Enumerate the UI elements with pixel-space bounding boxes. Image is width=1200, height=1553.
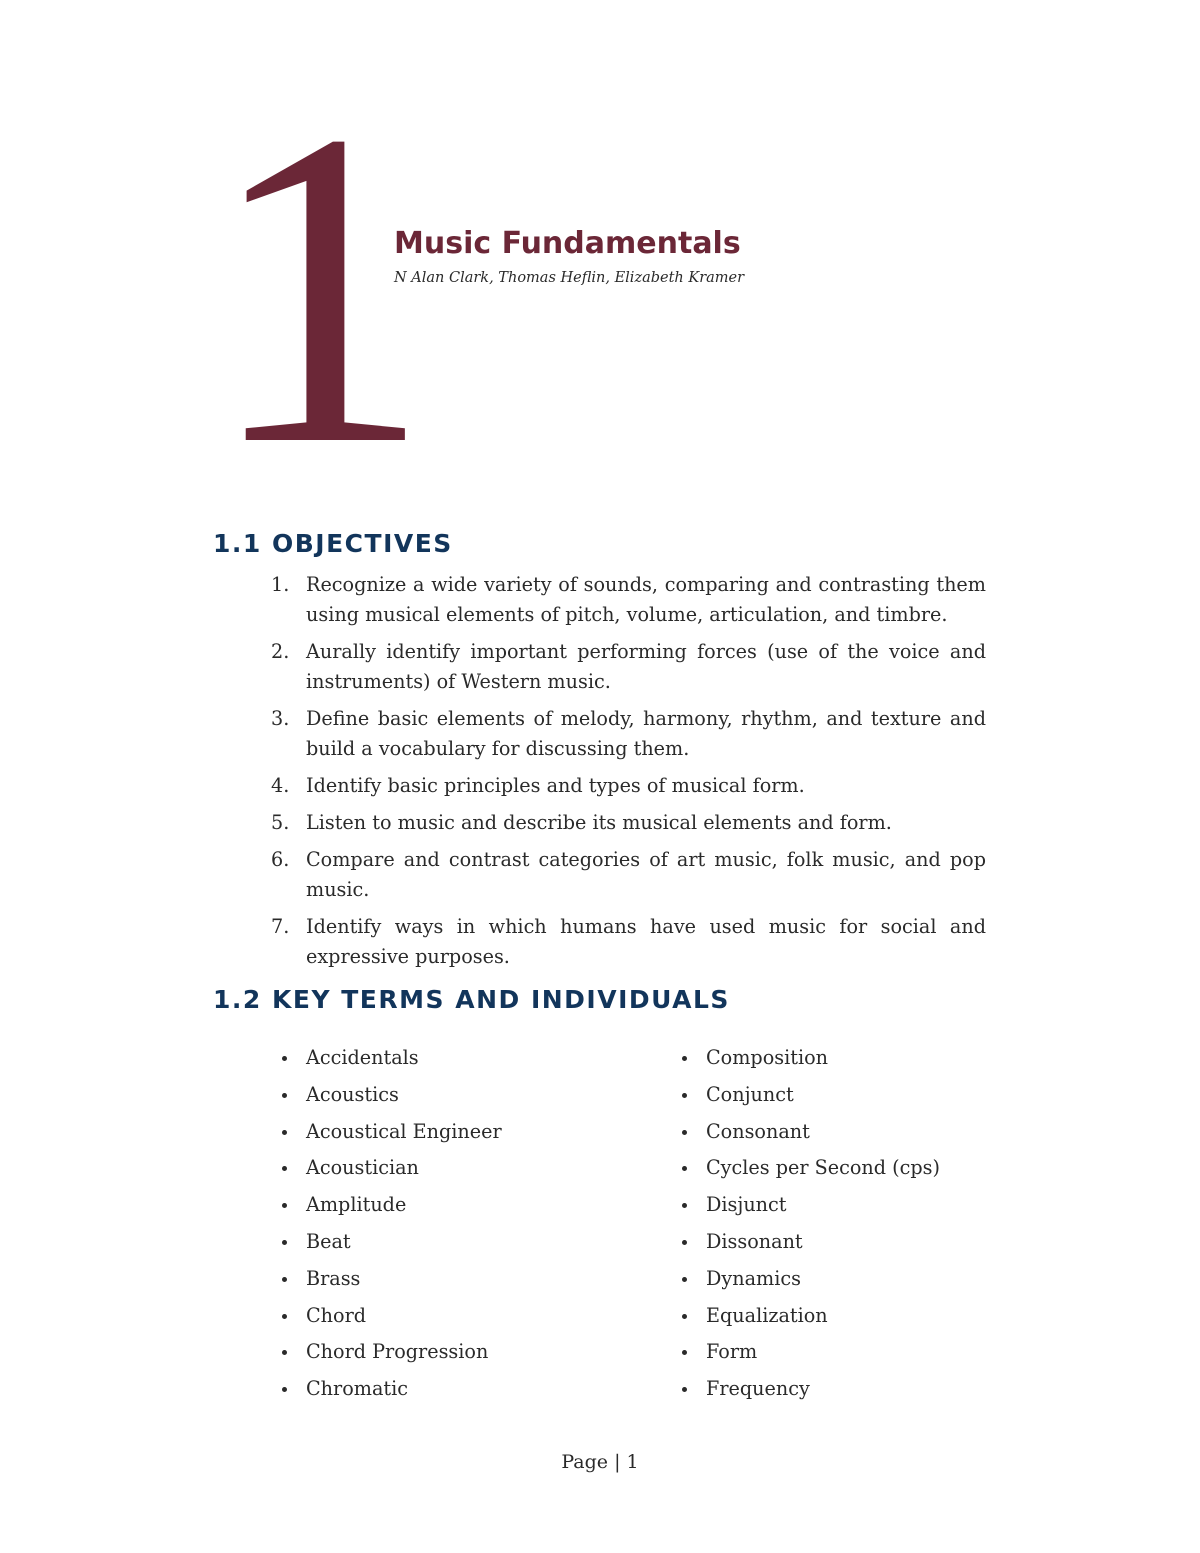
key-term-item xyxy=(679,1040,940,1077)
objective-text: Identify basic principles and types of musical form. xyxy=(306,774,805,797)
objective-text: Identify ways in which humans have used music for social and expressive purposes. xyxy=(306,915,986,968)
bullet-icon xyxy=(682,1093,687,1098)
key-term-text: Consonant xyxy=(706,1119,810,1143)
key-term-text: Frequency xyxy=(706,1377,810,1401)
objective-number: 7. xyxy=(271,915,290,938)
key-term-text: Dynamics xyxy=(706,1266,801,1290)
objective-item xyxy=(213,637,986,697)
key-term-item xyxy=(679,1371,940,1408)
objectives-heading: 1.1 OBJECTIVES xyxy=(213,529,453,558)
bullet-icon xyxy=(282,1166,287,1171)
key-term-item xyxy=(279,1040,502,1077)
key-term-text: Brass xyxy=(306,1266,361,1290)
key-term-item xyxy=(279,1114,502,1151)
bullet-icon xyxy=(682,1056,687,1061)
key-term-item xyxy=(679,1261,940,1298)
objective-text: Listen to music and describe its musical elements and form. xyxy=(306,811,892,834)
key-term-item xyxy=(279,1334,502,1371)
key-term-text: Accidentals xyxy=(306,1046,419,1069)
bullet-icon xyxy=(282,1056,287,1061)
objective-item xyxy=(213,570,986,630)
chapter-authors: N Alan Clark, Thomas Heflin, Elizabeth Kramer xyxy=(394,270,745,286)
chapter-number: 1 xyxy=(206,37,432,538)
objective-number: 3. xyxy=(271,707,290,730)
objective-item xyxy=(213,704,986,764)
bullet-icon xyxy=(682,1203,687,1208)
page-number-footer: Page | 1 xyxy=(561,1451,639,1473)
key-term-item xyxy=(279,1298,502,1335)
key-term-text: Composition xyxy=(706,1046,829,1069)
key-term-text: Conjunct xyxy=(706,1082,794,1106)
objective-text: Compare and contrast categories of art music, folk music, and pop music. xyxy=(306,848,986,901)
key-term-item xyxy=(279,1077,502,1114)
bullet-icon xyxy=(282,1240,287,1245)
objective-text: Define basic elements of melody, harmony, rhythm, and texture and build a vocabulary for discussing them. xyxy=(306,707,986,760)
key-term-text: Disjunct xyxy=(706,1193,787,1217)
key-term-item xyxy=(279,1187,502,1224)
bullet-icon xyxy=(682,1350,687,1355)
key-term-item xyxy=(679,1334,940,1371)
key-term-item xyxy=(279,1371,502,1408)
objective-number: 4. xyxy=(271,774,290,797)
key-terms-left-column xyxy=(279,1040,502,1408)
key-term-item xyxy=(279,1150,502,1187)
bullet-icon xyxy=(682,1240,687,1245)
key-term-item xyxy=(679,1298,940,1335)
bullet-icon xyxy=(682,1387,687,1392)
key-term-item xyxy=(279,1224,502,1261)
bullet-icon xyxy=(282,1350,287,1355)
key-term-text: Amplitude xyxy=(306,1193,407,1217)
objective-text: Recognize a wide variety of sounds, comparing and contrasting them using musical elements of pitch, volume, articulation, and timbre. xyxy=(306,573,986,626)
key-term-item xyxy=(679,1187,940,1224)
bullet-icon xyxy=(682,1314,687,1319)
key-term-text: Acoustical Engineer xyxy=(306,1119,502,1143)
objective-item xyxy=(213,808,986,838)
key-term-text: Dissonant xyxy=(706,1229,803,1253)
bullet-icon xyxy=(282,1277,287,1282)
key-term-item xyxy=(279,1261,502,1298)
objective-item xyxy=(213,845,986,905)
key-term-text: Chromatic xyxy=(306,1377,408,1401)
key-terms-heading: 1.2 KEY TERMS AND INDIVIDUALS xyxy=(213,985,730,1014)
key-term-text: Cycles per Second (cps) xyxy=(706,1156,940,1180)
key-term-item xyxy=(679,1114,940,1151)
key-terms-right-column xyxy=(679,1040,940,1408)
key-term-item xyxy=(679,1224,940,1261)
key-term-item xyxy=(679,1077,940,1114)
objective-item xyxy=(213,912,986,972)
bullet-icon xyxy=(682,1277,687,1282)
objective-text: Aurally identify important performing forces (use of the voice and instruments) of Western music. xyxy=(306,640,986,693)
key-term-text: Chord Progression xyxy=(306,1340,489,1364)
bullet-icon xyxy=(282,1387,287,1392)
objectives-list xyxy=(213,570,986,979)
bullet-icon xyxy=(282,1314,287,1319)
key-term-text: Form xyxy=(706,1340,758,1364)
objective-number: 2. xyxy=(271,640,290,663)
bullet-icon xyxy=(682,1130,687,1135)
chapter-title: Music Fundamentals xyxy=(394,226,741,261)
key-term-text: Equalization xyxy=(706,1303,828,1327)
bullet-icon xyxy=(282,1203,287,1208)
objective-number: 6. xyxy=(271,848,290,871)
key-term-item xyxy=(679,1150,940,1187)
objective-item xyxy=(213,771,986,801)
objective-number: 1. xyxy=(271,573,290,596)
key-term-text: Acoustician xyxy=(306,1156,419,1180)
bullet-icon xyxy=(282,1130,287,1135)
objective-number: 5. xyxy=(271,811,290,834)
bullet-icon xyxy=(282,1093,287,1098)
key-term-text: Beat xyxy=(306,1229,351,1253)
key-term-text: Chord xyxy=(306,1303,367,1327)
key-term-text: Acoustics xyxy=(306,1082,399,1106)
bullet-icon xyxy=(682,1166,687,1171)
